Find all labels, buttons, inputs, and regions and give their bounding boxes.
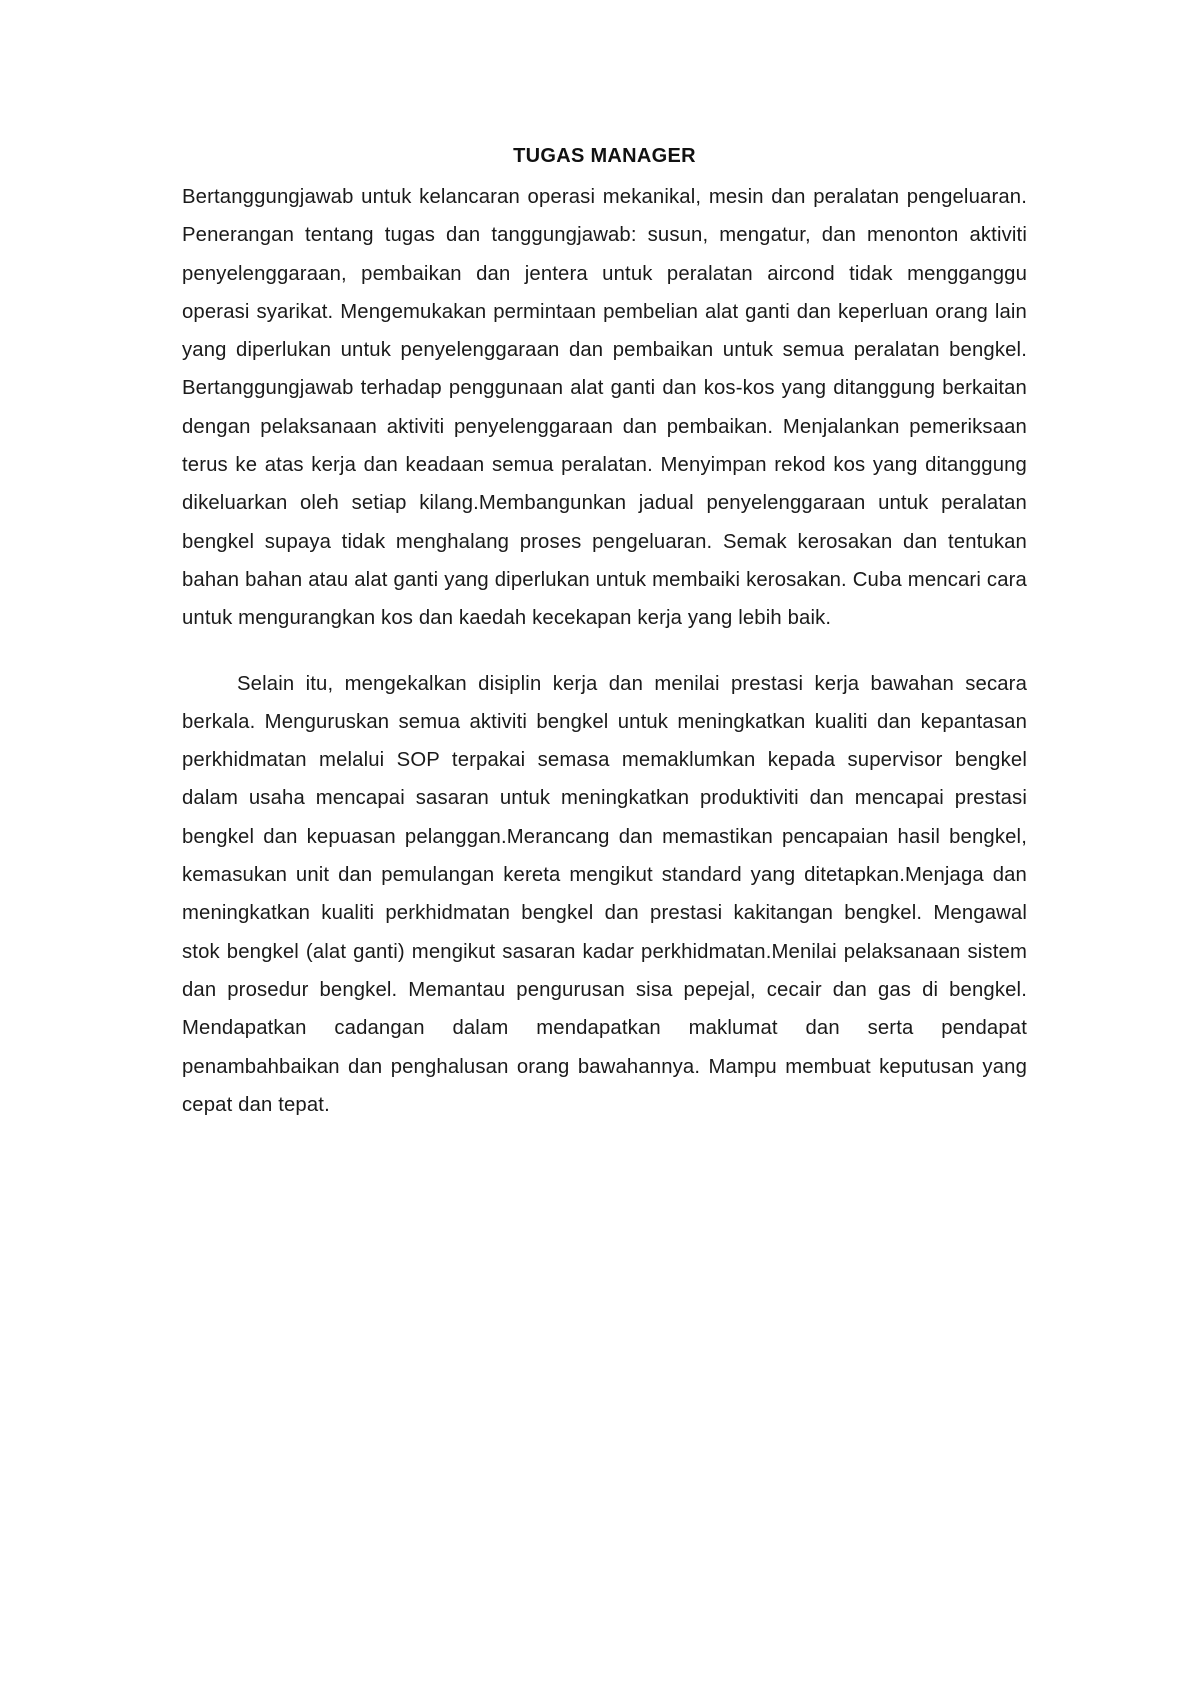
document-body [182, 178, 1027, 1124]
paragraph-2: Selain itu, mengekalkan disiplin kerja dan menilai prestasi kerja bawahan secara berkala. Menguruskan semua aktiviti bengkel untuk meningkatkan kualiti dan kepantasan perkhidmatan melalui SOP terpakai semasa memaklumkan kepada supervisor bengkel dalam usaha mencapai sasaran untuk meningkatkan produktiviti dan mencapai prestasi bengkel dan kepuasan pelanggan.Merancang dan memastikan pencapaian hasil bengkel, kemasukan unit dan pemulangan kereta mengikut standard yang ditetapkan.Menjaga dan meningkatkan kualiti perkhidmatan bengkel dan prestasi kakitangan bengkel. Mengawal stok bengkel (alat ganti) mengikut sasaran kadar perkhidmatan.Menilai pelaksanaan sistem dan prosedur bengkel. Memantau pengurusan sisa pepejal, cecair dan gas di bengkel. Mendapatkan cadangan dalam mendapatkan maklumat dan serta pendapat penambahbaikan dan penghalusan orang bawahannya. Mampu membuat keputusan yang cepat dan tepat. [182, 672, 1027, 1116]
document-title: TUGAS MANAGER [513, 145, 696, 167]
paragraph-1: Bertanggungjawab untuk kelancaran operasi mekanikal, mesin dan peralatan pengeluaran. Penerangan tentang tugas dan tanggungjawab: susun, mengatur, dan menonton aktiviti penyelenggaraan, pembaikan dan jentera untuk peralatan aircond tidak mengganggu operasi syarikat. Mengemukakan permintaan pembelian alat ganti dan keperluan orang lain yang diperlukan untuk penyelenggaraan dan pembaikan untuk semua peralatan bengkel. Bertanggungjawab terhadap penggunaan alat ganti dan kos-kos yang ditanggung berkaitan dengan pelaksanaan aktiviti penyelenggaraan dan pembaikan. Menjalankan pemeriksaan terus ke atas kerja dan keadaan semua peralatan. Menyimpan rekod kos yang ditanggung dikeluarkan oleh setiap kilang.Membangunkan jadual penyelenggaraan untuk peralatan bengkel supaya tidak menghalang proses pengeluaran. Semak kerosakan dan tentukan bahan bahan atau alat ganti yang diperlukan untuk membaiki kerosakan. Cuba mencari cara untuk mengurangkan kos dan kaedah kecekapan kerja yang lebih baik. [182, 186, 1027, 630]
